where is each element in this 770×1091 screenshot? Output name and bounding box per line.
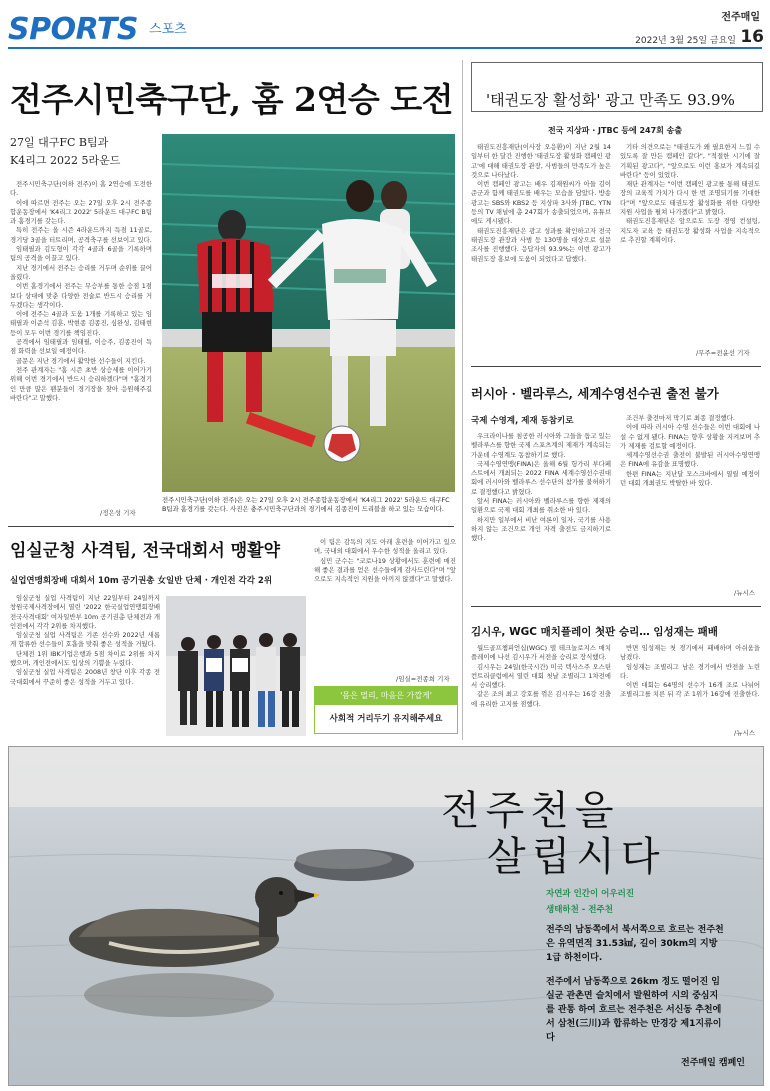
shooting-col-2: [314, 538, 456, 674]
paragraph: 공격에서 임태필과 임태필, 이승주, 김종진이 득점 화력을 선보일 예정이다.: [10, 338, 152, 356]
main-story-body: [10, 180, 152, 510]
paragraph: 임태필과 김도형이 각각 4골과 6골을 기록하며 팀의 공격을 이끌고 있다.: [10, 245, 152, 263]
paragraph: 앞서 FINA는 러시아와 벨라루스를 향한 제재의 일환으로 국제 대회 개최를 취소한 바 있다.: [471, 497, 611, 515]
paragraph: 골문은 지난 경기에서 활약한 선수들이 지킨다.: [16, 356, 146, 365]
paragraph: 국제수영연맹(FINA)은 올해 6월 헝가리 부다페스트에서 개최되는 2022 FINA 세계수영선수권대회에 러시아와 벨라루스 선수단의 참가를 불허하기로 결정했다고 밝혔다.: [471, 459, 611, 496]
paragraph: 이 팀은 감독의 지도 아래 훈련을 이어가고 있으며, 국내외 대회에서 우수한 성적을 올리고 있다.: [314, 538, 456, 556]
paragraph: 이번 캠페인 광고는 배우 김재원씨가 아들 김이준군과 함께 태권도를 배우는 모습을 담았다. 방송 광고는 SBS와 KBS2 등 지상파 3사와 JTBC, YTN 등의 TV 채널에 총 247회가 송출되었으며, 유튜브에도 게시됐다.: [471, 180, 611, 226]
section-rule: [471, 606, 761, 607]
paper-name: 전주매일: [721, 12, 760, 23]
taekwondo-headline: '태권도장 활성화' 광고 만족도 93.9%: [486, 91, 735, 109]
golf-headline: 김시우, WGC 매치플레이 첫판 승리… 임성재는 패배: [471, 626, 718, 638]
section-title: [8, 12, 187, 47]
taekwondo-col-2: [620, 143, 760, 348]
paragraph: 한편 FINA는 지난달 모스크바에서 열릴 예정이던 대회 개최권도 박탈한 바 있다.: [620, 469, 760, 488]
paragraph: 태권도진흥재단은 앞으로도 도장 경영 컨설팅, 지도자 교육 등 태권도장 활성화 사업을 지속적으로 추진할 계획이다.: [620, 217, 760, 244]
paragraph: 전주 관계자는 "홈 시즌 초반 상승세를 이어가기 위해 이번 경기에서 반드시 승리하겠다"며 "홈경기인 만큼 많은 팬분들이 경기장을 찾아 응원해주길 바란다"고 말했다.: [10, 365, 152, 402]
paragraph: 태권도진흥재단(이사장 오응환)이 지난 2월 14일부터 한 달간 진행한 '태권도장 활성화 캠페인 광고'에 대해 태권도장 관장, 사범들의 만족도가 높은 것으로 나타났다.: [471, 143, 611, 179]
paragraph: 월드골프챔피언십(WGC) 델 테크놀로지스 매치플레이에 나선 김시우가 서전을 승리로 장식했다.: [471, 644, 611, 662]
paragraph: 이에 따라 러시아 수영 선수들은 이번 대회에 나설 수 없게 됐다. FINA는 향후 상황을 지켜보며 추가 제재를 검토할 예정이다.: [620, 423, 760, 450]
section-title-ko: 스포츠: [149, 22, 187, 37]
paragraph: 같은 조의 최고 강호를 꺾은 김시우는 16강 진출에 유리한 고지를 점했다.: [471, 690, 611, 708]
paragraph: 태권도진흥재단은 광고 성과를 확인하고자 전국 태권도장 관장과 사범 등 130명을 대상으로 설문조사를 진행했다. 응답자의 93.9%는 이번 광고가 태권도장 홍보에 도움이 되었다고 답했다.: [471, 226, 611, 263]
swimming-col-1: [471, 432, 611, 592]
golf-col-1: [471, 644, 611, 736]
main-subhead-1: 27일 대구FC B팀과: [10, 136, 109, 149]
paragraph: 임실군청 실업 사격팀은 기존 선수와 2022년 새롭게 합류한 선수들이 호흡을 맞춰 좋은 성적을 거뒀다.: [10, 631, 160, 649]
campaign-subtitle-2: 생태하천 - 전주천: [546, 905, 613, 915]
paragraph: 임성재는 조별리그 남은 경기에서 반전을 노린다.: [620, 662, 760, 680]
soccer-photo-caption: 전주시민축구단(이하 전주)은 오는 27일 오후 2시 전주종합운동장에서 'K4리그 2022' 5라운드 대구FC B팀과 홈경기를 갖는다. 사진은 충주시민축구단과의 경기에서 김종진이 드리블을 하고 있는 모습이다.: [162, 496, 450, 513]
campaign-ad: [8, 746, 764, 1086]
swimming-headline: 러시아 · 벨라루스, 세계수영선수권 출전 불가: [471, 386, 719, 401]
taekwondo-col-1: [471, 143, 611, 355]
taekwondo-byline: /무주=전윤선 기자: [696, 349, 750, 357]
golf-byline: /뉴시스: [734, 729, 756, 737]
swimming-byline: /뉴시스: [734, 589, 756, 597]
main-subhead-2: K4리그 2022 5라운드: [10, 154, 121, 167]
paragraph: 조건부 출전마저 막기로 최종 결정했다.: [626, 414, 735, 422]
paragraph: 임실군청 실업 사격팀은 2008년 창단 이후 각종 전국대회에서 꾸준히 좋은 성적을 거두고 있다.: [10, 668, 160, 686]
swimming-col-2: [620, 414, 760, 580]
column-divider: [462, 60, 463, 740]
shooting-team-photo: [166, 596, 306, 736]
paragraph: 반면 임성재는 첫 경기에서 패배하며 아쉬움을 남겼다.: [620, 644, 760, 662]
page-number: 16: [740, 27, 764, 47]
distancing-line-1: '몸은 멀리, 마음은 가깝게': [315, 687, 457, 705]
paragraph: 김시우는 24일(한국시간) 미국 텍사스주 오스틴 컨트리클럽에서 열린 대회 첫날 조별리그 1차전에서 승리했다.: [471, 662, 611, 690]
distancing-line-2: 사회적 거리두기 유지해주세요: [329, 714, 443, 724]
paragraph: 세계수영선수권 출전이 불발된 러시아수영연맹은 FINA에 유감을 표명했다.: [620, 451, 760, 469]
section-rule: [8, 526, 454, 527]
paragraph: 이에 전주는 4골과 도움 1개를 기록하고 있는 임태필과 이준석 김훈, 박현종 김종진, 심완성, 김태현 등이 모두 이번 경기를 책임진다.: [10, 310, 152, 337]
paragraph: 지난 경기에서 전주는 승리를 거두며 순위를 끌어올렸다.: [10, 263, 152, 281]
golf-col-2: [620, 644, 760, 728]
shooting-byline: /임실=전종희 기자: [396, 675, 450, 683]
campaign-para-1: 전주의 남동쪽에서 북서쪽으로 흐르는 전주천은 유역면적 31.53㎢, 길이 30km의 지방 1급 하천이다.: [546, 925, 724, 963]
shooting-headline: 임실군청 사격팀, 전국대회서 맹활약: [10, 541, 281, 561]
swimming-subhead: 국제 수영계, 제재 동참키로: [471, 416, 574, 426]
campaign-title-1: 전주천을: [441, 788, 620, 834]
section-rule: [471, 366, 761, 367]
paragraph: 심민 군수는 "코로나19 상황에서도 훈련에 매진해 좋은 결과를 얻은 선수들에게 감사드린다"며 "앞으로도 지속적인 지원을 아끼지 않겠다"고 말했다.: [314, 556, 456, 584]
paragraph: 기타 의견으로는 "태권도가 왜 필요한지 느낄 수 있도록 잘 만든 캠페인 같다", "적절한 시기에 잘 기획된 광고다", "앞으로도 이런 홍보가 계속되길 바란다" 등이 있었다.: [620, 143, 760, 179]
paragraph: 이번 홈경기에서 전주는 무승부를 통한 승점 1점보다 상대에 맞춘 다양한 전술로 반드시 승리를 거두겠다는 생각이다.: [10, 282, 152, 309]
paragraph: 전주시민축구단(이하 전주)이 홈 2연승에 도전한다.: [10, 180, 152, 198]
paragraph: 이번 대회는 64명의 선수가 16개 조로 나뉘어 조별리그를 치른 뒤 각 조 1위가 16강에 진출한다.: [620, 681, 760, 699]
paragraph: 이에 따르면 전주는 오는 27일 오후 2시 전주종합운동장에서 'K4리그 2022' 5라운드 대구FC B팀과 홈경기를 갖는다.: [10, 198, 152, 226]
main-byline: /정은성 기자: [100, 509, 136, 517]
section-title-en: SPORTS: [8, 12, 138, 47]
paragraph: 우크라이나를 침공한 러시아와 그들을 돕고 있는 벨라루스를 향한 국제 스포츠계의 제재가 계속되는 가운데 수영계도 동참하기로 했다.: [471, 432, 611, 459]
campaign-para-2: 전주에서 남동쪽으로 26km 정도 떨어진 임실군 관촌면 슬치에서 발원하여 시의 중심지를 관통 하여 흐르는 전주천은 서신동 추천에서 삼천(三川)과 합류하는 만경강 제1지류이다: [546, 977, 722, 1043]
paragraph: 하지만 일부에서 비난 여론이 일자, 국기를 사용하지 않는 조건으로 개인 자격 출전도 금지하기로 했다.: [471, 515, 611, 543]
main-headline: 전주시민축구단, 홈 2연승 도전: [10, 80, 453, 119]
paragraph: 특히 전주는 올 시즌 4라운드까지 득점 11골로, 경기당 3골을 터트리며, 공격축구를 선보이고 있다.: [10, 226, 152, 244]
header-rule: [8, 47, 762, 49]
paragraph: 재단 관계자는 "이번 캠페인 광고를 통해 태권도장의 교육적 가치가 다시 한 번 조명되기를 기대한다"며 "앞으로도 태권도장 활성화를 위한 다양한 지원 사업을 펼쳐 나가겠다"고 밝혔다.: [620, 180, 760, 217]
shooting-subhead: 실업연맹회장배 대회서 10m 공기권총 女일반 단체 · 개인전 각각 2위: [10, 576, 273, 586]
distancing-box: [314, 686, 458, 734]
campaign-sponsor: 전주매일 캠페인: [681, 1058, 745, 1068]
issue-date: 2022년 3월 25일 금요일: [635, 36, 736, 46]
paragraph: 단체전 1위 IBK기업은행과 5점 차이로 2위를 차지했으며, 개인전에서도 입상의 기쁨을 누렸다.: [10, 649, 160, 668]
campaign-title-2: 살립시다: [487, 834, 666, 880]
taekwondo-subhead: 전국 지상파 · JTBC 등에 247회 송출: [548, 126, 683, 135]
soccer-photo: [162, 134, 455, 492]
campaign-subtitle-1: 자연과 인간이 어우러진: [546, 889, 635, 899]
paragraph: 임실군청 실업 사격팀이 지난 22일부터 24일까지 창원국제사격장에서 열린 '2022 한국실업연맹회장배 전국사격대회' 여자일반부 10m 공기권총 단체전과 개인전에서 각각 2위를 차지했다.: [10, 594, 160, 630]
shooting-col-1: [10, 594, 160, 732]
